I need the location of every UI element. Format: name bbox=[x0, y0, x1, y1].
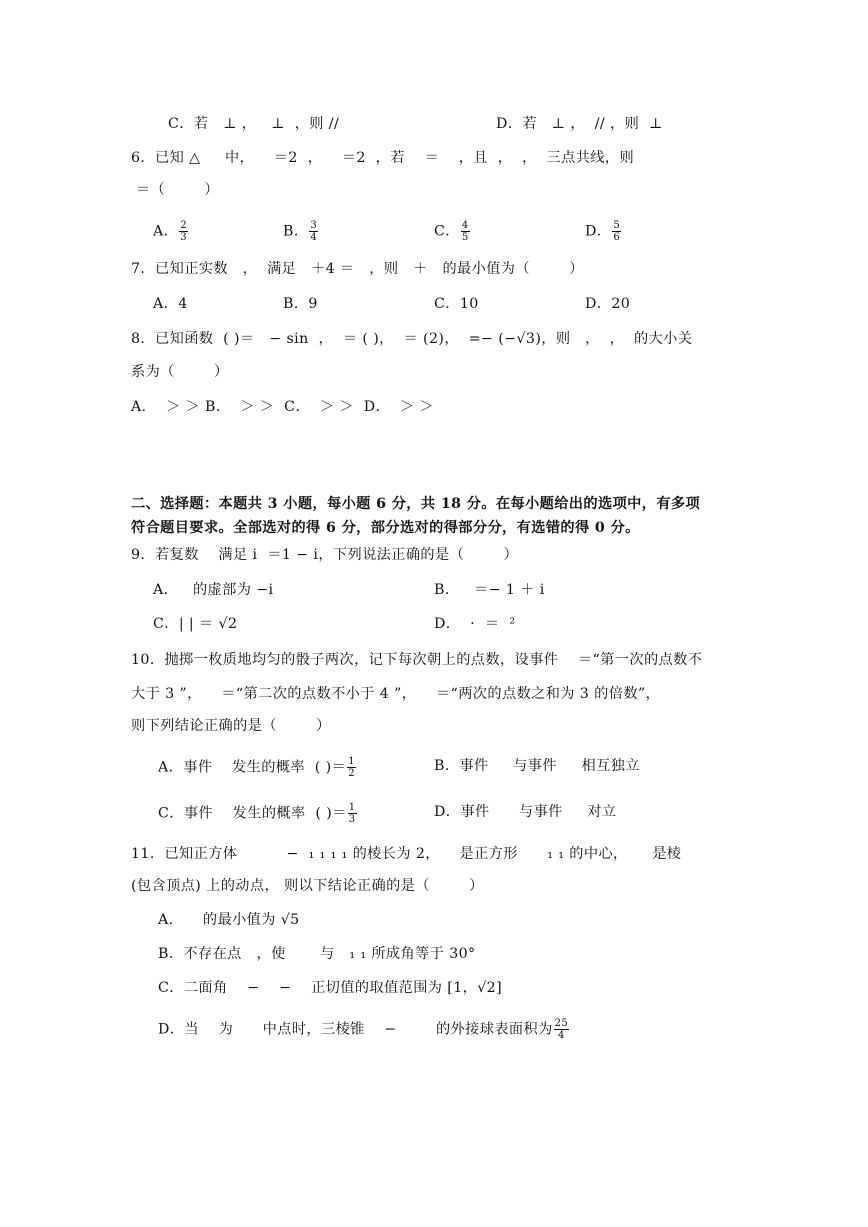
q8-stem: 8．已知函数 ( )＝ − sin ， ＝ ( )， ＝ (2)， =− (−√3)，则 ， ， 的大小关 bbox=[131, 331, 693, 347]
q8-options: A． ＞ ＞ B． ＞ ＞ C． ＞ ＞ D． ＞ ＞ bbox=[131, 399, 435, 415]
q9-option-c: C．| | ＝ √2 bbox=[153, 616, 238, 632]
q11-stem-cont: (包含顶点) 上的动点， 则以下结论正确的是（ ） bbox=[131, 878, 484, 894]
section-heading-line-1: 二、选择题：本题共 3 小题，每小题 6 分，共 18 分。在每小题给出的选项中，有多项 bbox=[131, 496, 701, 512]
option-label: D． bbox=[585, 223, 612, 240]
q5-option-c: C．若 ⊥ ， ⊥ ，则 // bbox=[168, 116, 340, 132]
denominator: 5 bbox=[461, 232, 469, 243]
q6-stem-cont: ＝（ ） bbox=[131, 182, 219, 198]
q9-stem: 9．若复数 满足 i ＝1 − i，下列说法正确的是（ ） bbox=[131, 547, 519, 563]
numerator: 1 bbox=[348, 756, 355, 767]
fraction bbox=[309, 220, 318, 243]
denominator: 4 bbox=[558, 1030, 565, 1041]
q10-stem-cont-1: 大于 3 ”， ＝“第二次的点数不小于 4 ”， ＝“两次的点数之和为 3 的倍数”， bbox=[131, 686, 661, 702]
option-text: A．事件 发生的概率 ( )＝ bbox=[158, 759, 347, 776]
option-label: C． bbox=[434, 223, 460, 240]
q7-option-b: B．9 bbox=[283, 296, 318, 312]
q6-option-a bbox=[153, 220, 189, 243]
denominator: 3 bbox=[180, 232, 187, 243]
q10-option-d: D．事件 与事件 对立 bbox=[434, 804, 617, 820]
q8-stem-cont: 系为（ ） bbox=[131, 364, 229, 380]
q11-option-b: B．不存在点 ，使 与 ₁ ₁ 所成角等于 30° bbox=[158, 946, 476, 962]
q7-option-d: D．20 bbox=[585, 296, 631, 312]
fraction bbox=[554, 1018, 570, 1041]
q9-option-b: B． ＝− 1 ＋ i bbox=[434, 582, 545, 598]
q7-option-a: A．4 bbox=[153, 296, 188, 312]
q6-option-d bbox=[585, 220, 622, 243]
option-text: C．事件 发生的概率 ( )＝ bbox=[158, 805, 347, 822]
fraction bbox=[179, 220, 188, 243]
denominator: 4 bbox=[310, 232, 318, 243]
numerator: 3 bbox=[310, 220, 318, 231]
q10-option-a bbox=[158, 756, 357, 779]
denominator: 3 bbox=[348, 814, 356, 825]
section-heading-line-2: 符合题目要求。全部选对的得 6 分，部分选对的得部分分，有选错的得 0 分。 bbox=[131, 520, 640, 536]
option-label: A． bbox=[153, 223, 179, 240]
q9-option-d: D． · ＝ ² bbox=[434, 616, 516, 632]
q11-option-a: A． 的最小值为 √5 bbox=[158, 912, 300, 928]
q10-stem: 10．抛掷一枚质地均匀的骰子两次，记下每次朝上的点数，设事件 ＝“第一次的点数不 bbox=[131, 652, 703, 668]
numerator: 5 bbox=[613, 220, 621, 231]
q10-stem-cont-2: 则下列结论正确的是（ ） bbox=[131, 718, 331, 734]
option-text: D．当 为 中点时，三棱锥 − 的外接球表面积为 bbox=[158, 1021, 553, 1038]
fraction bbox=[461, 220, 470, 243]
q9-option-a: A． 的虚部为 −i bbox=[153, 582, 274, 598]
fraction bbox=[348, 802, 357, 825]
denominator: 6 bbox=[613, 232, 621, 243]
numerator: 2 bbox=[180, 220, 187, 231]
q6-option-c bbox=[434, 220, 471, 243]
numerator: 4 bbox=[461, 220, 469, 231]
q6-stem: 6．已知 △ 中， ＝2 ， ＝2 ，若 ＝ ，且 ， ， 三点共线，则 bbox=[131, 150, 635, 166]
q11-option-c: C．二面角 − − 正切值的取值范围为 [1，√2] bbox=[158, 980, 503, 996]
q5-option-d: D．若 ⊥ ， // ，则 ⊥ bbox=[496, 116, 663, 132]
numerator: 25 bbox=[554, 1018, 569, 1029]
denominator: 2 bbox=[348, 768, 355, 779]
q11-stem: 11．已知正方体 − ₁ ₁ ₁ ₁ 的棱长为 2， 是正方形 ₁ ₁ 的中心， 是棱 bbox=[131, 846, 682, 862]
option-label: B． bbox=[283, 223, 309, 240]
q11-option-d bbox=[158, 1018, 570, 1041]
q7-stem: 7．已知正实数 ， 满足 ＋4 ＝ ，则 ＋ 的最小值为（ ） bbox=[131, 261, 584, 277]
q7-option-c: C．10 bbox=[434, 296, 479, 312]
fraction bbox=[612, 220, 621, 243]
q10-option-c bbox=[158, 802, 358, 825]
q6-option-b bbox=[283, 220, 319, 243]
numerator: 1 bbox=[348, 802, 356, 813]
fraction bbox=[347, 756, 356, 779]
q10-option-b: B．事件 与事件 相互独立 bbox=[434, 758, 640, 774]
